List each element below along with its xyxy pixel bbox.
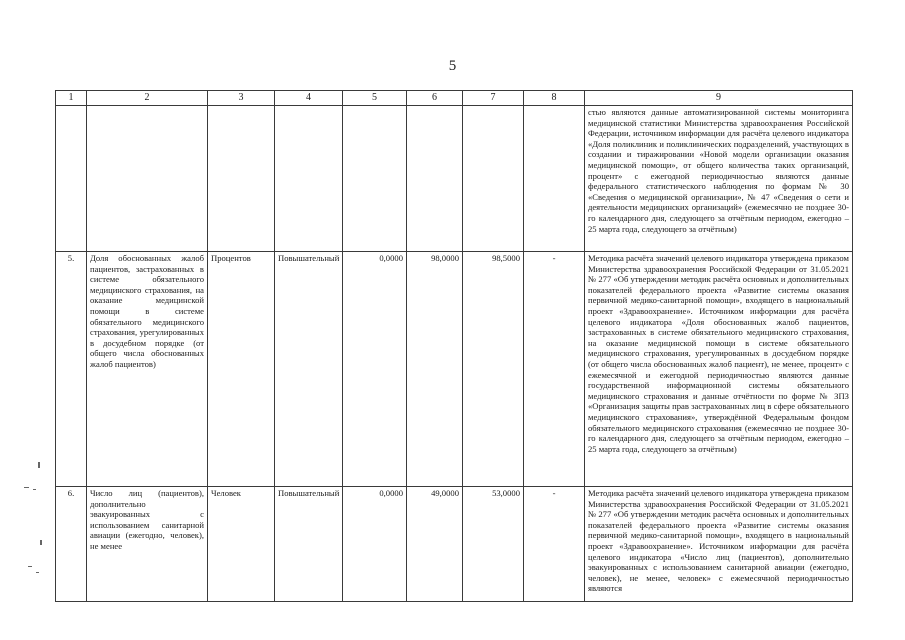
indicators-table [55,90,853,602]
column-header: 2 [87,91,208,106]
methodology-text: стью являются данные автоматизированной системы мониторинга медицинской статистики Министерства здравоохранения Российской Федерации, источником информации для расчёта целевого индикатора «Доля поликлиник и поликлинических подразделений, участвующих в создании и тиражировании «Новой модели организации оказания медицинской помощи», от общего количества таких организаций, процент» с ежегодной периодичностью являются данные федерального статистического наблюдения по формам № 30 «Сведения о медицинской организации», № 47 «Сведения о сети и деятельности медицинских организаций» (ежемесячно не позднее 30-го календарного дня, следующего за отчётным периодом, ежегодно – 25 марта года, следующего за отчётным) [585,106,853,252]
column-header: 7 [463,91,524,106]
value-col7 [463,106,524,252]
unit [208,106,275,252]
column-header-row [56,91,853,106]
value-col5 [343,106,407,252]
unit: Процентов [208,252,275,487]
value-col8 [524,106,585,252]
value-col5: 0,0000 [343,252,407,487]
column-header: 6 [407,91,463,106]
indicator-name: Доля обоснованных жалоб пациентов, застрахованных в системе обязательного медицинского страхования, на оказание медицинской помощи в системе обязательного медицинского страхования, урегулированных в досудебном порядке (от общего числа обоснованных жалоб пациентов) [87,252,208,487]
value-col6: 49,0000 [407,487,463,602]
value-col8: - [524,487,585,602]
indicator-name [87,106,208,252]
column-header: 8 [524,91,585,106]
indicator-type: Повышательный [275,487,343,602]
value-col7: 53,0000 [463,487,524,602]
column-header: 1 [56,91,87,106]
table-row [56,252,853,487]
indicator-type: Повышательный [275,252,343,487]
indicator-name: Число лиц (пациентов), дополнительно эвакуированных с использованием санитарной авиации (ежегодно, человек), не менее [87,487,208,602]
methodology-text: Методика расчёта значений целевого индикатора утверждена приказом Министерства здравоохранения Российской Федерации от 31.05.2021 № 277 «Об утверждении методик расчёта основных и дополнительных показателей федерального проекта «Развитие системы оказания первичной медико-санитарной помощи», входящего в национальный проект «Здравоохранение». Источником информации для расчёта целевого индикатора «Число лиц (пациентов), дополнительно эвакуированных с использованием санитарной авиации (ежегодно, человек), не менее, человек» с ежемесячной периодичностью являются [585,487,853,602]
column-header: 3 [208,91,275,106]
value-col5: 0,0000 [343,487,407,602]
table-row [56,106,853,252]
row-number [56,106,87,252]
column-header: 9 [585,91,853,106]
page-number: 5 [448,58,457,74]
row-number: 6. [56,487,87,602]
unit: Человек [208,487,275,602]
row-number: 5. [56,252,87,487]
methodology-text: Методика расчёта значений целевого индикатора утверждена приказом Министерства здравоохранения Российской Федерации от 31.05.2021 № 277 «Об утверждении методик расчёта основных и дополнительных показателей федерального проекта «Развитие системы оказания первичной медико-санитарной помощи», входящего в национальный проект «Здравоохранение». Источником информации для расчёта целевого индикатора «Доля обоснованных жалоб пациентов, застрахованных в системе обязательного медицинского страхования, на оказание медицинской помощи в системе обязательного медицинского страхования, урегулированных в досудебном порядке (от общего числа обоснованных жалоб пациент), не менее, процент» с ежемесячной и ежегодной периодичностью являются данные государственной информационной системы обязательного медицинского страхования и данные отчётности по форме № ЗПЗ «Организация защиты прав застрахованных лиц в сфере обязательного медицинского страхования», утверждённой Федеральным фондом обязательного медицинского страхования (ежемесячно не позднее 30-го календарного дня, следующего за отчётным периодом, ежегодно – 25 марта года, следующего за отчётным) [585,252,853,487]
value-col8: - [524,252,585,487]
value-col6: 98,0000 [407,252,463,487]
value-col7: 98,5000 [463,252,524,487]
table-row [56,487,853,602]
value-col6 [407,106,463,252]
column-header: 4 [275,91,343,106]
indicator-type [275,106,343,252]
column-header: 5 [343,91,407,106]
